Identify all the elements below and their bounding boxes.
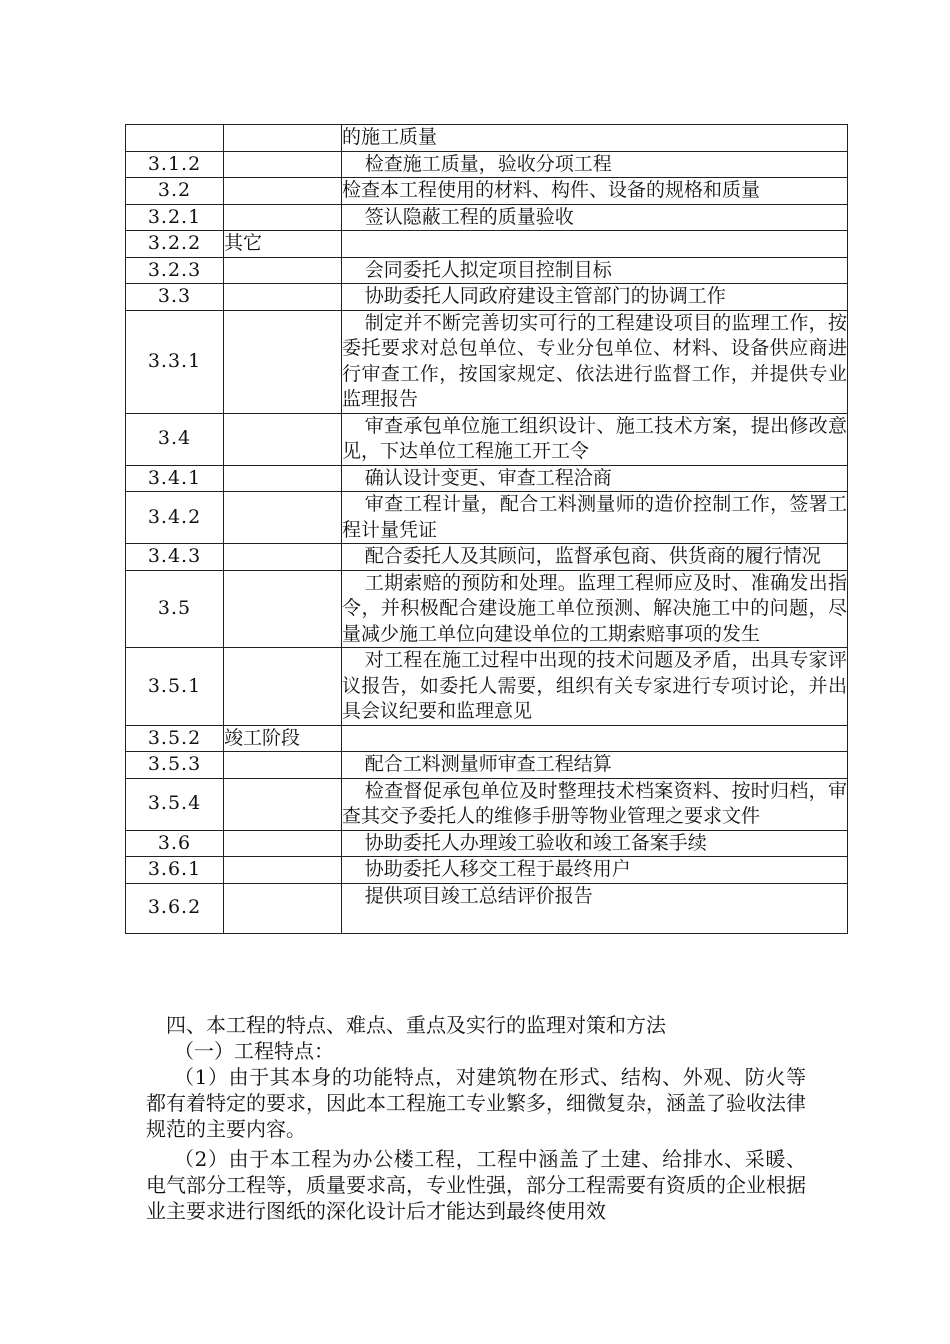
item-number-cell: 3.2 (126, 178, 224, 205)
supervision-scope-table (125, 124, 848, 934)
description-cell: 检查督促承包单位及时整理技术档案资料、按时归档，审查其交予委托人的维修手册等物业管理之要求文件 (342, 778, 848, 830)
description-cell: 确认设计变更、审查工程洽商 (342, 465, 848, 492)
item-number-cell: 3.2.1 (126, 204, 224, 231)
description-cell: 提供项目竣工总结评价报告 (342, 883, 848, 933)
description-cell: 配合委托人及其顾问，监督承包商、供货商的履行情况 (342, 544, 848, 571)
item-number-cell: 3.3 (126, 284, 224, 311)
description-cell: 检查本工程使用的材料、构件、设备的规格和质量 (342, 178, 848, 205)
phase-cell (224, 544, 342, 571)
phase-cell (224, 492, 342, 544)
item-number-cell: 3.5.2 (126, 725, 224, 752)
item-number-cell (126, 125, 224, 152)
table-row (126, 125, 848, 152)
table-row (126, 648, 848, 726)
item-number-cell: 3.6.2 (126, 883, 224, 933)
table-row (126, 204, 848, 231)
phase-cell (224, 284, 342, 311)
table-row (126, 778, 848, 830)
table-row (126, 284, 848, 311)
item-number-cell: 3.5.4 (126, 778, 224, 830)
phase-cell (224, 883, 342, 933)
table-row (126, 465, 848, 492)
item-number-cell: 3.4.1 (126, 465, 224, 492)
description-cell: 协助委托人办理竣工验收和竣工备案手续 (342, 830, 848, 857)
description-cell: 配合工料测量师审查工程结算 (342, 752, 848, 779)
item-number-cell: 3.5.1 (126, 648, 224, 726)
phase-cell (224, 257, 342, 284)
description-cell: 审查承包单位施工组织设计、施工技术方案，提出修改意见，下达单位工程施工开工令 (342, 413, 848, 465)
item-number-cell: 3.4 (126, 413, 224, 465)
table-row (126, 883, 848, 933)
item-number-cell: 3.5 (126, 570, 224, 648)
item-number-cell: 3.4.3 (126, 544, 224, 571)
phase-cell (224, 413, 342, 465)
description-cell: 协助委托人同政府建设主管部门的协调工作 (342, 284, 848, 311)
phase-cell (224, 778, 342, 830)
description-cell: 协助委托人移交工程于最终用户 (342, 857, 848, 884)
phase-cell (224, 830, 342, 857)
description-cell: 对工程在施工过程中出现的技术问题及矛盾，出具专家评议报告，如委托人需要，组织有关专家进行专项讨论，并出具会议纪要和监理意见 (342, 648, 848, 726)
phase-cell (224, 151, 342, 178)
phase-cell: 其它 (224, 231, 342, 258)
item-number-cell: 3.3.1 (126, 310, 224, 413)
item-number-cell: 3.1.2 (126, 151, 224, 178)
phase-cell (224, 570, 342, 648)
item-number-cell: 3.2.3 (126, 257, 224, 284)
item-number-cell: 3.4.2 (126, 492, 224, 544)
table-row (126, 570, 848, 648)
description-cell (342, 725, 848, 752)
phase-cell (224, 204, 342, 231)
table-row (126, 413, 848, 465)
table-row (126, 830, 848, 857)
description-cell: 检查施工质量，验收分项工程 (342, 151, 848, 178)
phase-cell (224, 857, 342, 884)
item-number-cell: 3.5.3 (126, 752, 224, 779)
description-cell: 审查工程计量，配合工料测量师的造价控制工作，签署工程计量凭证 (342, 492, 848, 544)
item-number-cell: 3.6.1 (126, 857, 224, 884)
phase-cell (224, 310, 342, 413)
phase-cell (224, 125, 342, 152)
description-cell: 签认隐蔽工程的质量验收 (342, 204, 848, 231)
table-row (126, 752, 848, 779)
description-cell: 会同委托人拟定项目控制目标 (342, 257, 848, 284)
table-row (126, 151, 848, 178)
phase-cell (224, 752, 342, 779)
description-cell (342, 231, 848, 258)
section-subheading: （一）工程特点： (174, 1039, 334, 1063)
paragraph-2: （2）由于本工程为办公楼工程，工程中涵盖了土建、给排水、采暖、电气部分工程等，质量要求高，专业性强，部分工程需要有资质的企业根据业主要求进行图纸的深化设计后才能达到最终使用效 (146, 1147, 806, 1223)
table-row (126, 725, 848, 752)
phase-cell (224, 465, 342, 492)
description-cell: 制定并不断完善切实可行的工程建设项目的监理工作，按委托要求对总包单位、专业分包单位、材料、设备供应商进行审查工作，按国家规定、依法进行监督工作，并提供专业监理报告 (342, 310, 848, 413)
section-heading: 四、本工程的特点、难点、重点及实行的监理对策和方法 (166, 1013, 666, 1037)
section-body (146, 1012, 806, 1228)
table-body (126, 125, 848, 934)
table-row (126, 310, 848, 413)
table-row (126, 178, 848, 205)
item-number-cell: 3.2.2 (126, 231, 224, 258)
table-row (126, 544, 848, 571)
description-cell: 工期索赔的预防和处理。监理工程师应及时、准确发出指令，并积极配合建设施工单位预测、解决施工中的问题，尽量减少施工单位向建设单位的工期索赔事项的发生 (342, 570, 848, 648)
table-row (126, 492, 848, 544)
table-row (126, 257, 848, 284)
paragraph-1: （1）由于其本身的功能特点，对建筑物在形式、结构、外观、防火等都有着特定的要求，因此本工程施工专业繁多，细微复杂，涵盖了验收法律规范的主要内容。 (146, 1065, 806, 1141)
phase-cell (224, 648, 342, 726)
table-row (126, 857, 848, 884)
phase-cell: 竣工阶段 (224, 725, 342, 752)
table-row (126, 231, 848, 258)
phase-cell (224, 178, 342, 205)
item-number-cell: 3.6 (126, 830, 224, 857)
description-cell: 的施工质量 (342, 125, 848, 152)
